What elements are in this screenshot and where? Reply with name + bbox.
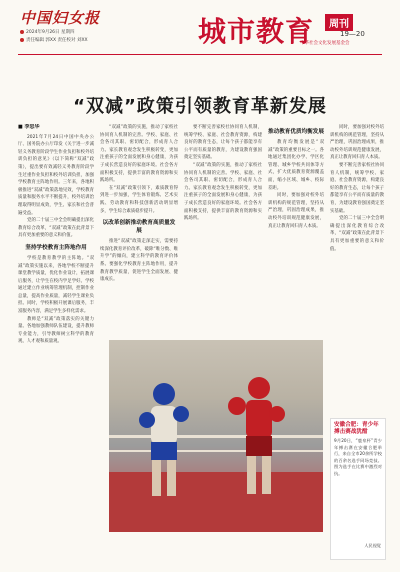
- paragraph: 党的二十届三中全会明确提出深化教育综合改革，“双减”政策在此背景下具有更加重要的意义和价值。: [330, 216, 384, 252]
- paper-name: 中国妇女报: [20, 9, 101, 27]
- article-column-2: [100, 124, 178, 334]
- boxer-red-icon: [227, 374, 287, 499]
- paragraph: 同时，要加强对校外培训机构的规范管理，坚持从严治理，巩固治理成果，推动校外培训规范健康发展，真正让教育回归育人本质。: [268, 193, 324, 229]
- paragraph: 同时，要加强对校外培训机构的规范管理，坚持从严治理，巩固治理成果，推动校外培训规范健康发展，真正让教育回归育人本质。: [330, 125, 384, 161]
- editor-line: [20, 37, 88, 43]
- paragraph: 推进“双减”政策走深走实，需要持续深化教育评价改革，破除“唯分数、唯升学”的倾向，建立科学的教育评价体系。要强化学校教育主阵地作用，提升教育教学质量，促进学生全面发展、健康成长。: [100, 239, 178, 283]
- paragraph: 在“双减”政策引领下，素质教育得到进一步加强，学生体育锻炼、艺术实践、劳动教育和科技创新活动明显增多，学生综合素质稳步提升。: [100, 185, 178, 214]
- boxing-photo: [109, 340, 323, 532]
- bullet-icon: [20, 38, 24, 42]
- boxer-blue-icon: [137, 380, 192, 500]
- masthead: [0, 0, 400, 72]
- headline: “双减”政策引领教育革新发展: [73, 96, 327, 117]
- section-tag: 周刊: [325, 14, 353, 31]
- caption-body: 9月20日，“鹿泉杯”青少年搏击赛在安徽合肥举行，来自全市20余所学校的百余名选手同场竞技。图为选手在比赛中激烈对抗。: [334, 438, 382, 476]
- slogan: 中华社会文化发展基金会: [300, 41, 350, 46]
- article-column-5: [330, 124, 384, 412]
- byline: ■ 李思华: [18, 124, 40, 130]
- article-column-4: [268, 124, 324, 334]
- photo-credit: 人民视觉: [364, 543, 381, 548]
- header-rule: [18, 54, 382, 55]
- date-text: 2024年9月26日 星期四: [26, 30, 75, 35]
- paragraph: 要不断完善家校社协同育人机制，统筹学校、家庭、社会教育资源，构建良好的教育生态，让每个孩子都能享有公平而有质量的教育，为建设教育强国奠定坚实基础。: [184, 125, 262, 161]
- article-column-1: [18, 124, 94, 554]
- editor-text: 责任编辑 郭XX 责任校对 刘XX: [26, 38, 88, 43]
- subheading: 以改革创新推动教育高质量发展: [102, 220, 176, 235]
- article-column-3: [184, 124, 262, 334]
- paragraph: “双减”政策的实施，推动了家校社协同育人机制的完善。学校、家庭、社会各司其职、密切配合，形成育人合力。家长教育观念发生积极转变，更加注重孩子的全面发展和身心健康，为孩子成长营造良好的家庭环境。社会各方面积极支持，提供丰富的教育资源和实践场所。: [100, 125, 178, 184]
- paragraph: 学校是教育教学的主阵地。“双减”政策实施以来，各地学校不断提升课堂教学质量，优化作业设计，拓展课后服务，让学生在校内学足学好。学校通过建立作业统筹管理机制，控制作业总量，提高作业质量，减轻学生课业负担。同时，学校积极开展课后服务，丰富服务内容，满足学生多样化需求。: [18, 255, 94, 315]
- subheading: 推动教育优质均衡发展: [268, 129, 324, 135]
- photo-caption-box: [330, 418, 386, 560]
- caption-heading: 安徽合肥：青少年搏击赛战犹酣: [334, 422, 379, 435]
- subheading: 坚持学校教育主阵地作用: [25, 244, 87, 251]
- paragraph: “双减”政策的实施，推动了家校社协同育人机制的完善。学校、家庭、社会各司其职、密切配合，形成育人合力。家长教育观念发生积极转变，更加注重孩子的全面发展和身心健康，为孩子成长营造良好的家庭环境。社会各方面积极支持，提供丰富的教育资源和实践场所。: [184, 162, 262, 222]
- bullet-icon: [20, 30, 24, 34]
- paragraph: 2021年7月24日中国中央办公厅、国务院办公厅印发《关于进一步减轻义务教育阶段学生作业负担和校外培训负担的意见》（以下简称“双减”政策），提出要有效减轻义务教育阶段学生过重作业负担和校外培训负担，加强学校教育主阵地作用。三年来，各地积极推进“双减”政策落地见效，学校教育质量和服务水平不断提升，校外培训治理取得明显成效，学生、家长和社会普遍受益。: [18, 134, 94, 216]
- page-number: 19—20: [340, 30, 365, 38]
- date-line: [20, 29, 74, 35]
- paragraph: 教师是“双减”政策落实的关键力量。各地加强教师队伍建设，提升教师专业能力，引导教师树立科学的教育观、人才观和质量观。: [18, 316, 94, 345]
- paragraph: 党的二十届三中全会明确提出深化教育综合改革，“双减”政策在此背景下具有更加重要的意义和价值。: [18, 218, 94, 239]
- paragraph: 教育均衡发展是“双减”政策的重要目标之一。各地通过集团化办学、学区化管理、城乡学校共同体等方式，扩大优质教育资源覆盖面，缩小区域、城乡、校际差距。: [268, 140, 324, 191]
- paragraph: 要不断完善家校社协同育人机制，统筹学校、家庭、社会教育资源，构建良好的教育生态，让每个孩子都能享有公平而有质量的教育，为建设教育强国奠定坚实基础。: [330, 162, 384, 214]
- section-title: 城市教育: [198, 15, 315, 48]
